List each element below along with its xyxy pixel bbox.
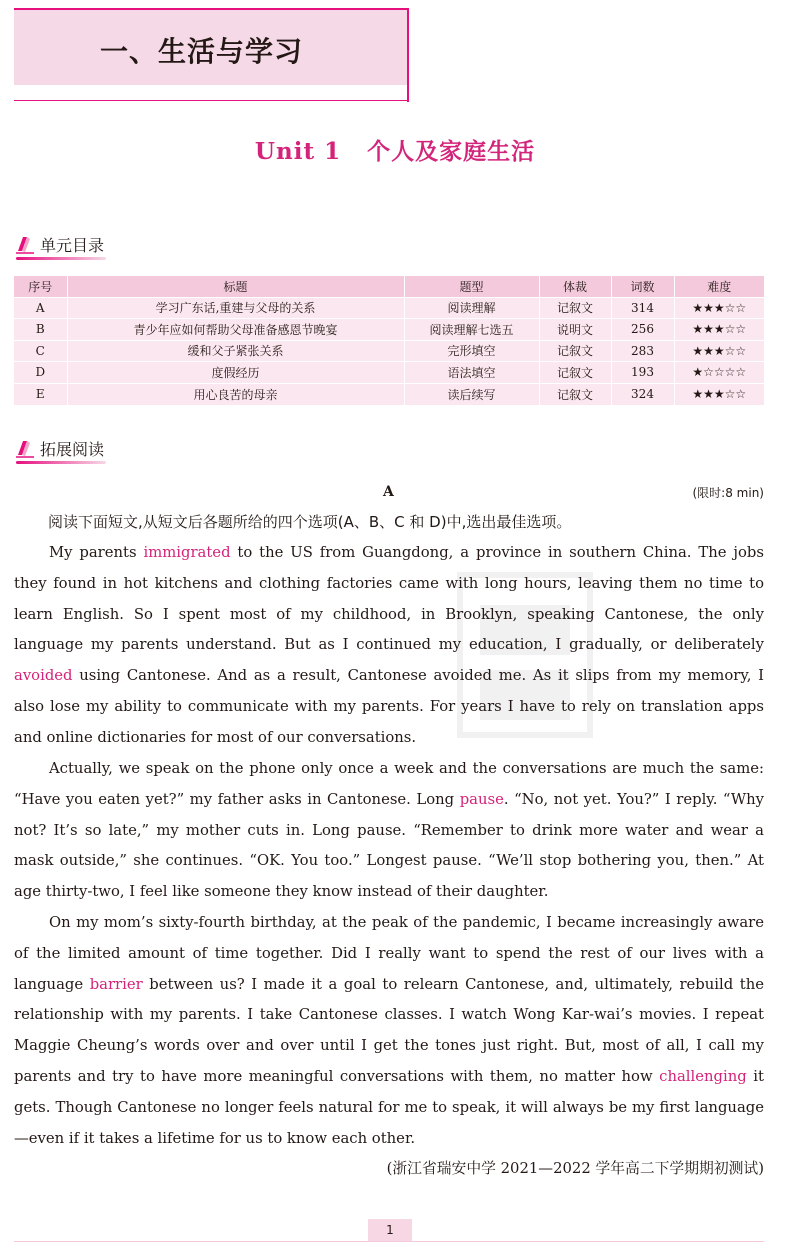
cell-difficulty: ★☆☆☆☆: [674, 362, 764, 384]
table-row: [14, 319, 764, 341]
cell-number: D: [14, 362, 67, 384]
vocab-word: avoided: [14, 667, 73, 685]
cell-title: 度假经历: [67, 362, 404, 384]
pen-nib-icon: [14, 233, 36, 255]
cell-difficulty: ★★★☆☆: [674, 319, 764, 341]
contents-table: [14, 276, 764, 405]
col-header-title: 标题: [67, 276, 404, 297]
cell-number: E: [14, 383, 67, 405]
cell-number: A: [14, 297, 67, 319]
cell-type: 完形填空: [404, 340, 539, 362]
cell-title: 青少年应如何帮助父母准备感恩节晚宴: [67, 319, 404, 341]
cell-words: 314: [611, 297, 674, 319]
cell-genre: 记叙文: [539, 383, 611, 405]
cell-type: 读后续写: [404, 383, 539, 405]
table-row: [14, 362, 764, 384]
col-header-genre: 体裁: [539, 276, 611, 297]
col-header-words: 词数: [611, 276, 674, 297]
table-row: [14, 297, 764, 319]
passage-paragraph-3: [14, 908, 764, 1185]
cell-words: 283: [611, 340, 674, 362]
unit-title: [0, 133, 790, 166]
cell-words: 324: [611, 383, 674, 405]
paragraph-text: Actually, we speak on the phone only once a week and the conversations are much the same: “Have you eaten yet?” my father asks in Cantonese. Long: [14, 760, 764, 808]
cell-number: B: [14, 319, 67, 341]
passage-instruction: 阅读下面短文,从短文后各题所给的四个选项(A、B、C 和 D)中,选出最佳选项。: [48, 513, 572, 531]
section-head-contents: [14, 230, 104, 258]
cell-title: 用心良苦的母亲: [67, 383, 404, 405]
cell-genre: 记叙文: [539, 297, 611, 319]
pen-nib-icon: [14, 437, 36, 459]
vocab-word: pause: [459, 790, 504, 808]
unit-name: 个人及家庭生活: [367, 138, 536, 165]
paragraph-text: On my mom’s sixty-fourth birthday, at the peak of the pandemic, I became increasingly aware of the limited amount of time together. Did I really want to spend the rest of our lives with a language: [14, 914, 764, 993]
paragraph-text: My parents: [49, 544, 144, 561]
cell-type: 阅读理解: [404, 297, 539, 319]
paragraph-text: between us? I made it a goal to relearn Cantonese, and, ultimately, rebuild the relationship with my parents. I take Cantonese classes. I watch Wong Kar-wai’s movies. I repeat Maggie Cheung’s words over and over until I get the tones just right. But, most of all, I call my parents and try to have more meaningful conversations with them, no matter how: [14, 975, 764, 1085]
cell-number: C: [14, 340, 67, 362]
section-underline: [16, 257, 106, 260]
table-row: [14, 383, 764, 405]
header-rule-bottom: [14, 100, 407, 101]
cell-words: 256: [611, 319, 674, 341]
cell-type: 阅读理解七选五: [404, 319, 539, 341]
source-citation: (浙江省瑞安中学 2021—2022 学年高二下学期期初测试): [386, 1160, 764, 1178]
vocab-word: immigrated: [143, 544, 231, 561]
cell-difficulty: ★★★☆☆: [674, 340, 764, 362]
section-label-reading: 拓展阅读: [40, 439, 105, 459]
footer-rule: [14, 1241, 764, 1242]
table-header-row: [14, 276, 764, 297]
chapter-title: 一、生活与学习: [100, 35, 304, 68]
col-header-number: 序号: [14, 276, 67, 297]
cell-difficulty: ★★★☆☆: [674, 383, 764, 405]
cell-title: 缓和父子紧张关系: [67, 340, 404, 362]
cell-genre: 记叙文: [539, 340, 611, 362]
paragraph-text: . “No, not yet. You?” I reply. “Why not? It’s so late,” my mother cuts in. Long pause. “Remember to drink more water and wear a mask outside,” she continues. “OK. You too.” Longest pause. “We’ll stop bothering you, then.” At age thirty-two, I feel like someone they know instead of their daughter.: [14, 790, 765, 901]
table-row: [14, 340, 764, 362]
time-limit: (限时:8 min): [692, 486, 764, 500]
paragraph-text: it gets. Though Cantonese no longer feels natural for me to speak, it will always be my first language—even if it takes a lifetime for us to know each other.: [14, 1067, 764, 1147]
header-rule-vertical: [407, 8, 409, 102]
paragraph-text: using Cantonese. And as a result, Cantonese avoided me. As it slips from my memory, I also lose my ability to communicate with my parents. For years I have to rely on translation apps and online dictionaries for most of our conversations.: [14, 667, 764, 746]
col-header-type: 题型: [404, 276, 539, 297]
cell-type: 语法填空: [404, 362, 539, 384]
cell-words: 193: [611, 362, 674, 384]
vocab-word: challenging: [659, 1067, 747, 1085]
passage-paragraph-1: [14, 538, 764, 754]
cell-genre: 记叙文: [539, 362, 611, 384]
passage-letter: A: [383, 484, 394, 500]
unit-number: Unit 1: [254, 138, 342, 165]
section-head-reading: [14, 434, 104, 462]
header-rule-top: [14, 8, 407, 10]
cell-difficulty: ★★★☆☆: [674, 297, 764, 319]
col-header-difficulty: 难度: [674, 276, 764, 297]
section-label-contents: 单元目录: [40, 235, 105, 255]
cell-title: 学习广东话,重建与父母的关系: [67, 297, 404, 319]
section-underline: [16, 461, 106, 464]
page-number: 1: [368, 1219, 412, 1241]
paragraph-text: to the US from Guangdong, a province in southern China. The jobs they found in hot kitchens and clothing factories came with long hours, leaving them no time to learn English. So I spent most of my childhood, in Brooklyn, speaking Cantonese, the only language my parents understand. But as I continued my education, I gradually, or deliberately: [14, 544, 764, 654]
cell-genre: 说明文: [539, 319, 611, 341]
vocab-word: barrier: [89, 975, 143, 993]
passage-paragraph-2: [14, 754, 764, 908]
